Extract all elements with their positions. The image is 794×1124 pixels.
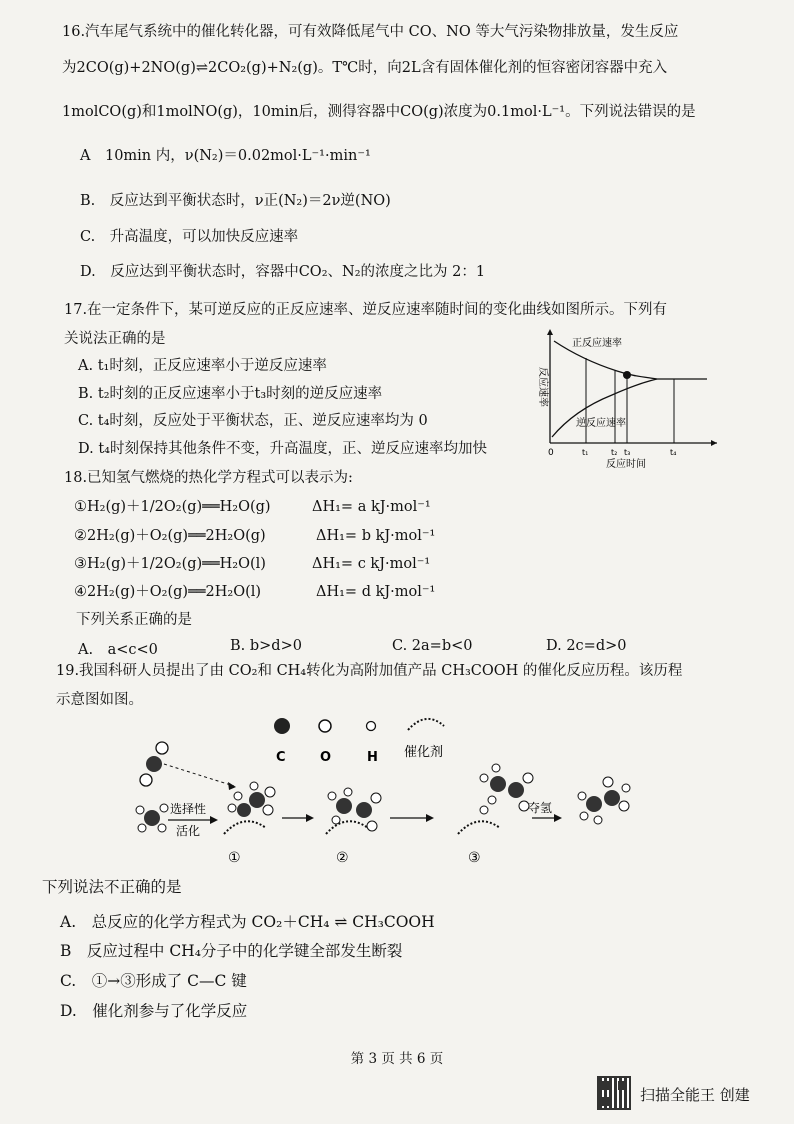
legend-carbon-atom bbox=[274, 718, 290, 734]
q18-enthalpy-1: ΔH₁= a kJ·mol⁻¹ bbox=[312, 499, 431, 515]
stage3-h4 bbox=[480, 806, 488, 814]
rate-time-chart bbox=[532, 325, 722, 473]
q18-option-a: A. a<c<0 bbox=[78, 642, 158, 658]
q16-option-b: B. 反应达到平衡状态时，ν正(N₂)＝2ν逆(NO) bbox=[80, 193, 391, 209]
arrow-2-3-head bbox=[426, 814, 434, 822]
tick-t4: t₄ bbox=[670, 448, 677, 457]
reaction-mechanism-diagram bbox=[132, 700, 632, 875]
stage3-o1 bbox=[523, 773, 533, 783]
stage1-h1 bbox=[234, 792, 242, 800]
legend-catalyst bbox=[408, 719, 444, 730]
legend-catalyst-label: 催化剂 bbox=[404, 745, 444, 760]
stage1-o2 bbox=[265, 787, 275, 797]
stage1-catalyst bbox=[224, 821, 266, 834]
tick-t3: t₃ bbox=[624, 448, 631, 457]
y-axis-label: 反应速率 bbox=[537, 367, 548, 407]
arrow-1-2-head bbox=[306, 814, 314, 822]
q16-option-a: A 10min 内，ν(N₂)＝0.02mol·L⁻¹·min⁻¹ bbox=[80, 148, 371, 164]
product-carbon-1 bbox=[586, 796, 602, 812]
q19-ask: 下列说法不正确的是 bbox=[42, 878, 182, 896]
stage1-o1 bbox=[263, 805, 273, 815]
reverse-rate-label: 逆反应速率 bbox=[576, 418, 626, 429]
q18-equation-3: ③H₂(g)＋1/2O₂(g)══H₂O(l) bbox=[74, 556, 266, 572]
ch4-carbon bbox=[144, 810, 160, 826]
stage2-carbon-1 bbox=[336, 798, 352, 814]
stage3-h1 bbox=[480, 774, 488, 782]
tick-t1: t₁ bbox=[582, 448, 589, 457]
stage1-h3 bbox=[250, 782, 258, 790]
q19-option-b: B 反应过程中 CH₄分子中的化学键全部发生断裂 bbox=[60, 942, 403, 960]
stage3-carbon-2 bbox=[508, 782, 524, 798]
stage1-h2 bbox=[228, 804, 236, 812]
arrow-3-product-head bbox=[554, 814, 562, 822]
product-h3 bbox=[594, 816, 602, 824]
page-footer: 第 3 页 共 6 页 bbox=[350, 1051, 444, 1067]
stage1-carbon bbox=[237, 803, 251, 817]
product-h2 bbox=[580, 812, 588, 820]
q17-option-b: B. t₂时刻的正反应速率小于t₃时刻的逆反应速率 bbox=[78, 386, 383, 402]
stage2-o2 bbox=[367, 821, 377, 831]
co2-oxygen-1 bbox=[156, 742, 168, 754]
product-o2 bbox=[619, 801, 629, 811]
q18-equation-4: ④2H₂(g)＋O₂(g)══2H₂O(l) bbox=[74, 584, 262, 600]
ch4-h1 bbox=[136, 806, 144, 814]
q17-option-a: A. t₁时刻，正反应速率小于逆反应速率 bbox=[78, 358, 327, 374]
stage2-h2 bbox=[332, 816, 340, 824]
legend-carbon-label: C bbox=[276, 750, 286, 765]
legend-oxygen-atom bbox=[319, 720, 331, 732]
x-axis-arrow bbox=[711, 440, 717, 446]
q17-option-c: C. t₄时刻，反应处于平衡状态，正、逆反应速率均为 0 bbox=[78, 413, 428, 429]
activation-label-bottom: 活化 bbox=[176, 824, 201, 838]
scanner-watermark: 扫描全能王 创建 bbox=[640, 1086, 750, 1104]
q18-enthalpy-2: ΔH₁= b kJ·mol⁻¹ bbox=[316, 528, 436, 544]
legend-hydrogen-label: H bbox=[367, 750, 378, 765]
product-carbon-2 bbox=[604, 790, 620, 806]
q18-enthalpy-4: ΔH₁= d kJ·mol⁻¹ bbox=[316, 584, 436, 600]
stage3-h2 bbox=[492, 764, 500, 772]
q17-stem-line2: 关说法正确的是 bbox=[64, 331, 166, 347]
stage3-label: ③ bbox=[468, 850, 481, 866]
q18-equation-2: ②2H₂(g)＋O₂(g)══2H₂O(g) bbox=[74, 528, 266, 544]
legend-oxygen-label: O bbox=[320, 750, 332, 765]
stage3-carbon-1 bbox=[490, 776, 506, 792]
activation-arrow-head bbox=[210, 816, 218, 824]
q19-option-a: A. 总反应的化学方程式为 CO₂＋CH₄ ⇌ CH₃COOH bbox=[60, 913, 435, 931]
q18-enthalpy-3: ΔH₁= c kJ·mol⁻¹ bbox=[312, 556, 431, 572]
qr-code-icon bbox=[597, 1076, 631, 1110]
co2-arrow-head bbox=[228, 782, 236, 790]
product-h4 bbox=[622, 784, 630, 792]
stage2-catalyst bbox=[326, 821, 368, 834]
forward-rate-label: 正反应速率 bbox=[572, 338, 622, 349]
q16-option-c: C. 升高温度，可以加快反应速率 bbox=[80, 229, 299, 245]
tick-t2: t₂ bbox=[611, 448, 618, 457]
q19-option-d: D. 催化剂参与了化学反应 bbox=[60, 1002, 248, 1020]
product-o1 bbox=[603, 777, 613, 787]
co2-carbon bbox=[146, 756, 162, 772]
tick-0: 0 bbox=[548, 448, 554, 458]
q17-option-d: D. t₄时刻保持其他条件不变，升高温度，正、逆反应速率均加快 bbox=[78, 441, 487, 457]
stage1-label: ① bbox=[228, 850, 241, 866]
ch4-h3 bbox=[138, 824, 146, 832]
legend-hydrogen-atom bbox=[367, 722, 376, 731]
stage2-h3 bbox=[344, 788, 352, 796]
activation-label-top: 选择性 bbox=[170, 802, 207, 816]
q16-stem-line3: 1molCO(g)和1molNO(g)，10min后，测得容器中CO(g)浓度为0.1mol·L⁻¹。下列说法错误的是 bbox=[62, 104, 696, 120]
stage3-catalyst bbox=[458, 821, 500, 834]
q18-equation-1: ①H₂(g)＋1/2O₂(g)══H₂O(g) bbox=[74, 499, 271, 515]
stage2-o1 bbox=[371, 793, 381, 803]
stage2-h1 bbox=[328, 792, 336, 800]
dehydrogenation-label: 夺氢 bbox=[528, 801, 553, 815]
q16-option-d: D. 反应达到平衡状态时，容器中CO₂、N₂的浓度之比为 2：1 bbox=[80, 264, 486, 280]
stage3-h3 bbox=[488, 796, 496, 804]
co2-approach-arrow bbox=[164, 764, 234, 786]
q18-option-b: B. b>d>0 bbox=[230, 638, 302, 654]
q19-stem-line2: 示意图如图。 bbox=[56, 692, 143, 708]
q16-stem-line1: 16.汽车尾气系统中的催化转化器，可有效降低尾气中 CO、NO 等大气污染物排放量，发生反应 bbox=[62, 24, 679, 40]
product-h1 bbox=[578, 792, 586, 800]
q18-ask: 下列关系正确的是 bbox=[76, 612, 192, 628]
stage1-carbon-2 bbox=[249, 792, 265, 808]
q18-stem: 18.已知氢气燃烧的热化学方程式可以表示为: bbox=[64, 470, 353, 486]
q17-stem-line1: 17.在一定条件下，某可逆反应的正反应速率、逆反应速率随时间的变化曲线如图所示。下列有 bbox=[64, 302, 668, 318]
co2-oxygen-2 bbox=[140, 774, 152, 786]
q19-stem-line1: 19.我国科研人员提出了由 CO₂和 CH₄转化为高附加值产品 CH₃COOH 的催化反应历程。该历程 bbox=[56, 663, 683, 679]
q18-option-c: C. 2a=b<0 bbox=[392, 638, 473, 654]
stage2-carbon-2 bbox=[356, 802, 372, 818]
y-axis-arrow bbox=[547, 329, 553, 335]
ch4-h4 bbox=[158, 824, 166, 832]
q18-option-d: D. 2c=d>0 bbox=[546, 638, 627, 654]
q19-option-c: C. ①→③形成了 C—C 键 bbox=[60, 972, 247, 990]
stage2-label: ② bbox=[336, 850, 349, 866]
x-axis-label: 反应时间 bbox=[606, 459, 646, 470]
q16-stem-line2: 为2CO(g)+2NO(g)⇌2CO₂(g)+N₂(g)。T℃时，向2L含有固体催化剂的恒容密闭容器中充入 bbox=[62, 60, 668, 76]
ch4-h2 bbox=[160, 804, 168, 812]
